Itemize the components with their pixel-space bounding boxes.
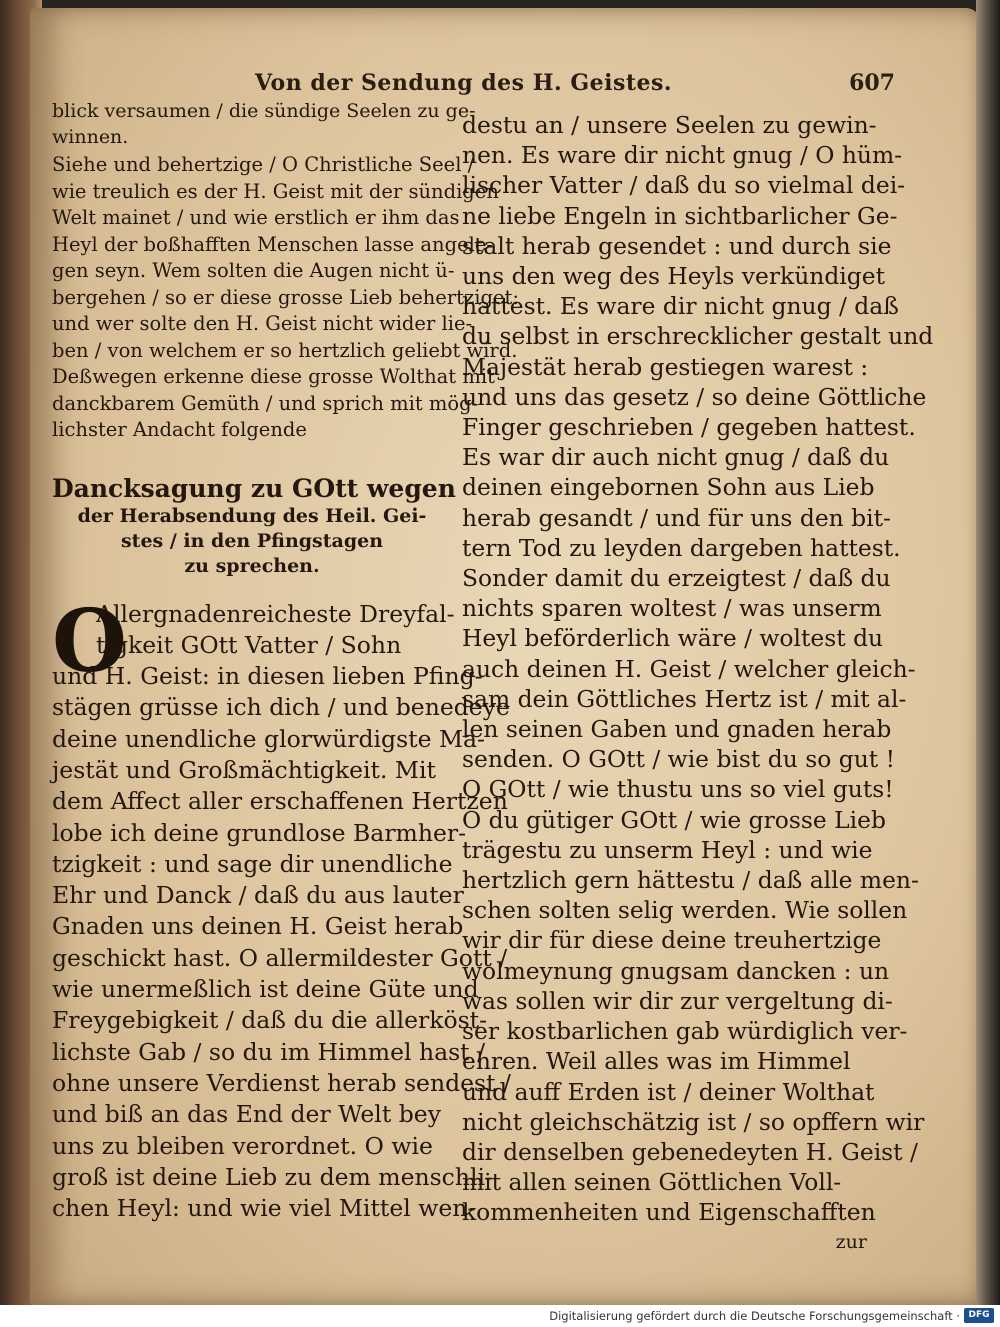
text-line: ehren. Weil alles was im Himmel: [462, 1047, 851, 1076]
text-line: destu an / unsere Seelen zu gewin-: [462, 111, 877, 139]
right-column: [462, 110, 934, 1256]
text-line: wie unermeßlich ist deine Güte und: [52, 975, 479, 1004]
text-line: ne liebe Engeln in sichtbarlicher Ge-: [462, 201, 898, 230]
page-number: 607: [849, 70, 895, 96]
dfg-logo-badge: DFG: [964, 1308, 994, 1323]
text-line: nen. Es ware dir nicht gnug / O hüm-: [462, 141, 903, 170]
text-line: geschickt hast. O allermildester Gott /: [52, 943, 508, 972]
text-line: deine unendliche glorwürdigste Ma-: [52, 724, 485, 753]
text-line: und H. Geist: in diesen lieben Pfing-: [52, 662, 483, 691]
text-line: senden. O GOtt / wie bist du so gut !: [462, 745, 896, 774]
text-line: Ehr und Danck / daß du aus lauter: [52, 881, 464, 910]
text-line: blick versaumen / die sündige Seelen zu ge-: [52, 100, 476, 122]
text-line: auch deinen H. Geist / welcher gleich-: [462, 654, 916, 683]
text-line: Finger geschrieben / gegeben hattest.: [462, 413, 916, 442]
heading-line: Dancksagung zu GOtt wegen: [52, 473, 456, 503]
text-line: kommenheiten und Eigenschafften: [462, 1198, 876, 1227]
text-line: lobe ich deine grundlose Barmher-: [52, 818, 467, 847]
text-line: ben / von welchem er so hertzlich geliebt wird.: [52, 338, 518, 362]
text-line: Heyl der boßhafften Menschen lasse angele-: [52, 232, 493, 256]
text-line: und uns das gesetz / so deine Göttliche: [462, 382, 927, 411]
drop-cap: O: [52, 590, 127, 692]
text-line: lichster Andacht folgende: [52, 418, 307, 441]
left-paragraph-1: [52, 98, 476, 150]
text-line: chen Heyl: und wie viel Mittel wen-: [52, 1194, 476, 1223]
text-line: schen solten selig werden. Wie sollen: [462, 896, 908, 925]
text-line: Heyl beförderlich wäre / woltest du: [462, 624, 884, 653]
text-line: ohne unsere Verdienst herab sendest /: [52, 1068, 511, 1097]
text-line: deinen eingebornen Sohn aus Lieb: [462, 473, 875, 502]
text-line: tzigkeit : und sage dir unendliche: [52, 849, 453, 878]
text-line: Allergnadenreicheste Dreyfal-: [96, 599, 455, 628]
catchword: zur: [835, 1230, 867, 1253]
page-stack-edge: [976, 0, 1000, 1305]
text-line: Siehe und behertzige / O Christliche Seel /: [52, 153, 475, 176]
text-line: Deßwegen erkenne diese grosse Wolthat mit: [52, 365, 495, 388]
text-line: lichste Gab / so du im Himmel hast /: [52, 1037, 485, 1066]
text-line: und biß an das End der Welt bey: [52, 1100, 441, 1129]
left-paragraph-2: [52, 152, 519, 444]
text-line: uns den weg des Heyls verkündiget: [462, 262, 885, 291]
prayer-heading: [52, 473, 456, 579]
text-line: danckbarem Gemüth / und sprich mit mög-: [52, 391, 479, 415]
text-line: jestät und Großmächtigkeit. Mit: [52, 755, 436, 784]
text-line: mit allen seinen Göttlichen Voll-: [462, 1168, 842, 1197]
text-line: bergehen / so er diese grosse Lieb behertziget:: [52, 285, 519, 309]
heading-line: stes / in den Pfingstagen: [120, 529, 384, 552]
text-line: O GOtt / wie thustu uns so viel guts!: [462, 775, 894, 804]
text-line: stalt herab gesendet : und durch sie: [462, 231, 892, 260]
text-line: was sollen wir dir zur vergeltung di-: [462, 986, 893, 1015]
text-line: Majestät herab gestiegen warest :: [462, 352, 869, 381]
left-column: [52, 98, 519, 1224]
text-line: und wer solte den H. Geist nicht wider lie-: [52, 312, 473, 335]
text-line: lischer Vatter / daß du so vielmal dei-: [462, 171, 906, 200]
prayer-lines: [52, 590, 511, 1225]
text-line: wolmeynung gnugsam dancken : un: [462, 956, 890, 985]
heading-line: der Herabsendung des Heil. Gei-: [77, 504, 427, 527]
text-line: trägestu zu unserm Heyl : und wie: [462, 835, 873, 864]
text-line: du selbst in erschrecklicher gestalt und: [462, 322, 934, 351]
text-line: O du gütiger GOtt / wie grosse Lieb: [462, 805, 886, 834]
running-head: Von der Sendung des H. Geistes.: [255, 70, 673, 96]
text-line: hertzlich gern hättestu / daß alle men-: [462, 866, 919, 895]
text-line: dir denselben gebenedeyten H. Geist /: [462, 1137, 918, 1166]
text-line: und auff Erden ist / deiner Wolthat: [462, 1077, 875, 1106]
text-line: hattest. Es ware dir nicht gnug / daß: [462, 292, 899, 321]
right-column-lines: [462, 110, 934, 1228]
text-line: tern Tod zu leyden dargeben hattest.: [462, 533, 901, 562]
text-line: wir dir für diese deine treuhertzige: [462, 926, 882, 955]
digitization-footer: [0, 1305, 1000, 1327]
funding-credit: Digitalisierung gefördert durch die Deutsche Forschungsgemeinschaft ·: [549, 1309, 960, 1323]
text-line: tigkeit GOtt Vatter / Sohn: [96, 630, 402, 659]
text-line: len seinen Gaben und gnaden herab: [462, 715, 892, 744]
text-line: Sonder damit du erzeigtest / daß du: [462, 564, 891, 593]
text-line: sam dein Göttliches Hertz ist / mit al-: [462, 684, 907, 713]
text-line: Welt mainet / und wie erstlich er ihm das: [52, 206, 460, 229]
text-line: dem Affect aller erschaffenen Hertzen: [52, 787, 508, 816]
text-line: nicht gleichschätzig ist / so opffern wir: [462, 1107, 925, 1136]
text-line: stägen grüsse ich dich / und benedeye: [52, 693, 510, 722]
text-line: Es war dir auch nicht gnug / daß du: [462, 443, 890, 472]
text-line: Freygebigkeit / daß du die allerköst-: [52, 1006, 488, 1035]
prayer-text: [52, 590, 511, 1225]
text-line: nichts sparen woltest / was unserm: [462, 594, 882, 623]
text-line: uns zu bleiben verordnet. O wie: [52, 1131, 433, 1160]
text-line: groß ist deine Lieb zu dem menschli-: [52, 1162, 493, 1191]
text-line: winnen.: [52, 126, 129, 148]
text-line: gen seyn. Wem solten die Augen nicht ü-: [52, 259, 455, 282]
text-line: Gnaden uns deinen H. Geist herab: [52, 912, 464, 941]
text-line: wie treulich es der H. Geist mit der sündigen: [52, 179, 499, 203]
text-line: herab gesandt / und für uns den bit-: [462, 503, 891, 532]
text-line: ser kostbarlichen gab würdiglich ver-: [462, 1017, 908, 1046]
heading-line: zu sprechen.: [184, 554, 320, 577]
